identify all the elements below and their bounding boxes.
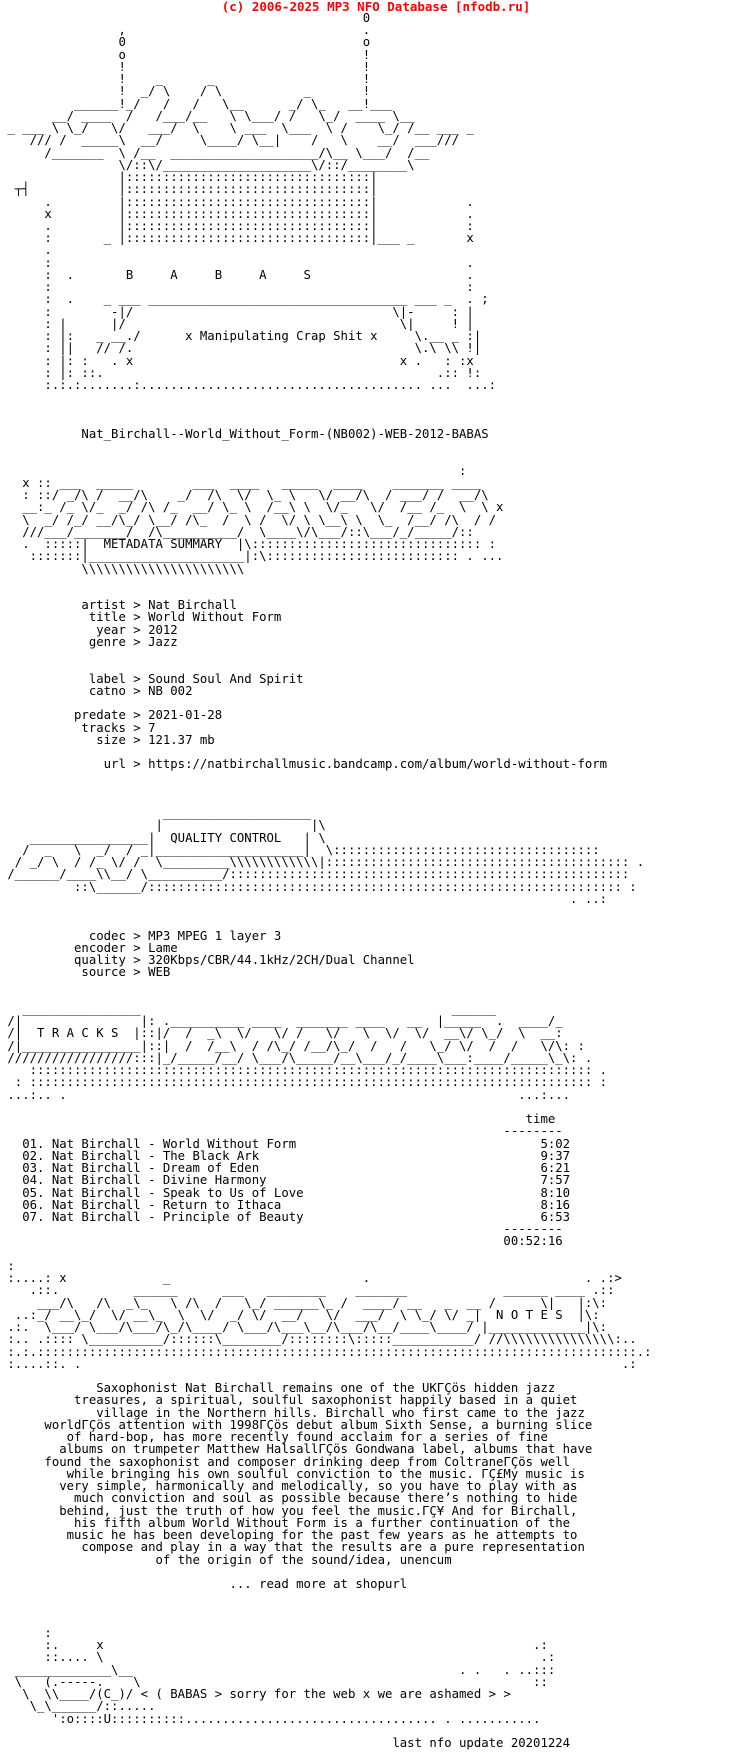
nfo-line: behind, just the truth of how you feel the music.ΓÇ¥ And for Birchall, — [0, 1503, 578, 1518]
nfo-line: \ _/ /_/ __/\_/ \__/ /\_ / \ / \/ \ \__\ \ \_ /__/ /\ / / — [0, 512, 497, 527]
nfo-line: | |\ — [0, 818, 326, 833]
nfo-line: music he has been developing for the past few years as he attempts to — [0, 1528, 578, 1543]
nfo-line: of the origin of the sound/idea, unencum — [0, 1552, 452, 1567]
nfo-line: |:::::::::::::::::::::::::::::::::| — [0, 170, 378, 185]
nfo-line: /______/____\\__/ \__________/:::::::::::::::::::::::::::::::::::::::::::::::::::::: — [0, 867, 637, 882]
nfo-line: year > 2012 — [0, 622, 178, 637]
nfo-line: /|________________|::| / /__\ / /\_/ /__/\_/ / / \_/ \/ / / \/\: : — [0, 1038, 585, 1053]
nfo-line: : . _ ___ ___________________________________ ___ _ . ; — [0, 292, 489, 307]
nfo-line: \/::\/____________________\/::/________\ — [0, 157, 415, 172]
nfo-line: 0 o — [0, 35, 371, 50]
nfo-line: : |: ::. .:: !: — [0, 365, 482, 380]
nfo-line: 02. Nat Birchall - The Black Ark 9:37 — [0, 1148, 571, 1163]
nfo-line: : . B A B A S . — [0, 267, 474, 282]
nfo-line — [0, 648, 752, 660]
nfo-line: / _/ \ / /_ \/ / \_________\\\\\\\\\\\\|::::::::::::::::::::::::::::::::::::::::: . — [0, 855, 645, 870]
nfo-line: / _ \ _/ / _|____________________| \:::::::::::::::::::::::::::::::::::: — [0, 842, 600, 857]
nfo-line: label > Sound Soul And Spirit — [0, 671, 304, 686]
nfo-line — [0, 660, 752, 672]
nfo-line — [0, 783, 752, 795]
nfo-line: :. x .: — [0, 1638, 548, 1653]
nfo-line: : ::/ _/\ / __/\ _/ /\ \/ \_ \ \/ __/\ / ___/ / __/\ — [0, 488, 489, 503]
nfo-line: last nfo update 20201224 — [0, 1736, 571, 1751]
nfo-line: -------- — [0, 1124, 563, 1139]
nfo-line: codec > MP3 MPEG 1 layer 3 — [0, 928, 282, 943]
nfo-line: : : — [0, 280, 474, 295]
nfo-line: /////////////////:::|_/_____/__/ \___/\_____/__\___/_/____\___:____/_____\_\: . — [0, 1050, 593, 1065]
nfo-line: : — [0, 1625, 52, 1640]
nfo-line: . |:::::::::::::::::::::::::::::::::| : — [0, 218, 474, 233]
nfo-line: . — [0, 243, 52, 258]
nfo-line: ______!_/ / / \__ _/ \_ __!___ — [0, 96, 393, 111]
nfo-line: , . — [0, 23, 371, 38]
nfo-line: ________________| QUALITY CONTROL | \ — [0, 830, 326, 845]
nfo-line: his fifth album World Without Form is a further continuation of the — [0, 1515, 571, 1530]
nfo-line: compose and play in a way that the results are a pure representation — [0, 1540, 585, 1555]
nfo-line: /| |: .__________ ____ _______ ____ __ |_____ . ____/_ — [0, 1014, 563, 1029]
nfo-line: ::.... \ .: — [0, 1650, 556, 1665]
nfo-line: : . — [0, 255, 474, 270]
nfo-line: _____________\__ . . . ..::: — [0, 1662, 556, 1677]
nfo-line: \ (.-----. \ :: — [0, 1674, 548, 1689]
nfo-line: : — [0, 1258, 15, 1273]
nfo-line: .:. \___/ \___/\___/\_/\____/ \___/\___\__/\___/\__/____\____/ |_____________|\: — [0, 1320, 608, 1335]
nfo-line — [0, 979, 752, 991]
nfo-line: genre > Jazz — [0, 634, 178, 649]
nfo-line: x :: ___ _____ ___ ____ _____ ____ _______ ____ — [0, 475, 489, 490]
nfo-line — [0, 1602, 752, 1614]
nfo-line: __:_ /_ \/_ _/ /\ /_ __/ \_ \ /__\ \ \/_ \/ /__ /_ \ \ x — [0, 500, 504, 515]
nfo-line: ! _/ \ / \ _ ! — [0, 84, 371, 99]
nfo-line — [0, 404, 752, 416]
nfo-line: :::::::|_____________________|:\:::::::::::::::::::::::::: . ... — [0, 549, 504, 564]
nfo-line — [0, 905, 752, 917]
nfo-line: \_\______/::..... — [0, 1699, 156, 1714]
nfo-line: village in the Northern hills. Birchall who first came to the jazz — [0, 1405, 585, 1420]
nfo-line: ____________________ — [0, 806, 311, 821]
nfo-line — [0, 575, 752, 587]
nfo-line: catno > NB 002 — [0, 683, 193, 698]
nfo-line: worldΓÇös attention with 1998ΓÇös debut album Sixth Sense, a burning slice — [0, 1417, 593, 1432]
nfo-line: while bringing his own soulful conviction to the music. ΓÇ£My music is — [0, 1466, 585, 1481]
nfo-line: \\\\\\\\\\\\\\\\\\\\\\ — [0, 561, 245, 576]
nfo-line: very simple, harmonically and melodically, so you have to play with as — [0, 1479, 578, 1494]
nfo-line: ! ! — [0, 59, 371, 74]
nfo-line: quality > 320Kbps/CBR/44.1kHz/2CH/Dual Channel — [0, 953, 415, 968]
nfo-line: /| T R A C K S |::|/ / _\ \/ \/ / \/ \ \/ \/ __\/ \_/ \ __: — [0, 1026, 563, 1041]
nfo-line: : — [0, 463, 467, 478]
nfo-line: o ! — [0, 47, 371, 62]
nfo-line: :.:.:.......:...................................... ... ...: — [0, 378, 497, 393]
nfo-line: : || // /. \.\ \\ !| — [0, 341, 482, 356]
nfo-line — [0, 391, 752, 403]
nfo-line: : |: : . x x . : :x — [0, 353, 474, 368]
nfo-line: of hard-bop, has more recently found acclaim for a series of fine — [0, 1430, 548, 1445]
nfo-line: 05. Nat Birchall - Speak to Us of Love 8:10 — [0, 1185, 571, 1200]
nfo-line: found the saxophonist and composer drinking deep from ColtraneΓÇös well — [0, 1454, 571, 1469]
nfo-line: x |:::::::::::::::::::::::::::::::::| . — [0, 206, 474, 221]
nfo-line: much conviction and soul as possible because there’s nothing to hide — [0, 1491, 578, 1506]
nfo-line — [0, 771, 752, 783]
nfo-line: ___/\ /\ _\_ \ /\ / \_/ ______\_ / ____/ __ _ __ / \| |:\: — [0, 1295, 608, 1310]
nfo-line: ::\______/:::::::::::::::::::::::::::::::::::::::::::::::::::::::::::::::: : — [0, 879, 637, 894]
nfo-line: ________________ ______ — [0, 1001, 497, 1016]
nfo-line: : _ |:::::::::::::::::::::::::::::::::|___ _ x — [0, 231, 474, 246]
nfo-line: :....: x _ . . .:> — [0, 1271, 622, 1286]
nfo-line: 01. Nat Birchall - World Without Form 5:02 — [0, 1136, 571, 1151]
nfo-line: albums on trumpeter Matthew HalsallΓÇös Gondwana label, albums that have — [0, 1442, 593, 1457]
nfo-line: encoder > Lame — [0, 940, 178, 955]
nfo-line: :.:.:::::::::::::::::::::::::::::::::::::::::::::::::::::::::::::::::::::::::::::::::.: — [0, 1344, 652, 1359]
nfo-line: __/ ____ / /___/__ \ \___/ / \_/ ____ \__ — [0, 108, 415, 123]
nfo-line: artist > Nat Birchall — [0, 598, 237, 613]
nfo-line — [0, 1590, 752, 1602]
nfo-line: title > World Without Form — [0, 610, 282, 625]
nfo-line: .::. ______ ___ ________ _______ ______ ____ .:: — [0, 1283, 615, 1298]
nfo-line: ':o::::U::::::::::.................................. . ........... — [0, 1711, 541, 1726]
nfo-line: _ ___ \ \_/ \/ ___/ \ \ ___ \___ \ / \_/ /__ ___ _ — [0, 121, 474, 136]
nfo-line: 00:52:16 — [0, 1234, 563, 1249]
nfo-line: ! _ _ ! — [0, 72, 371, 87]
nfo-line: : | |/ \| ! | — [0, 316, 474, 331]
nfo-line: . |:::::::::::::::::::::::::::::::::| . — [0, 194, 474, 209]
nfo-line: ...:.. . ...:... — [0, 1087, 571, 1102]
nfo-line: Nat_Birchall--World_Without_Form-(NB002)-WEB-2012-BABAS — [0, 426, 489, 441]
nfo-line: Saxophonist Nat Birchall remains one of the UKΓÇös hidden jazz — [0, 1381, 556, 1396]
nfo-line — [0, 917, 752, 929]
nfo-line: tracks > 7 — [0, 720, 156, 735]
nfo-line: :....::. . .: — [0, 1356, 637, 1371]
nfo-text-body — [0, 12, 752, 1749]
nfo-line: \ \\____/(C_)/ < ( BABAS > sorry for the web x we are ashamed > > — [0, 1687, 511, 1702]
nfo-line: ..:_/ __\_/ \/ __\_ \ \/ _/ \/ __/ \/ ___/ \ \_/ \/ _| N O T E S |\: — [0, 1307, 600, 1322]
nfo-line: time — [0, 1112, 556, 1127]
nfo-line: ... read more at shopurl — [0, 1577, 408, 1591]
nfo-line: predate > 2021-01-28 — [0, 708, 223, 723]
nfo-line: /// / _____\ __/ \____/ \__| / \ __/ ___/// — [0, 133, 460, 148]
nfo-line — [0, 452, 752, 464]
nfo-line: . :::::| METADATA SUMMARY |\::::::::::::::::::::::::::::::: : — [0, 537, 497, 552]
nfo-line — [0, 1248, 752, 1260]
nfo-line: treasures, a spiritual, soulful saxophonist happily based in a quiet — [0, 1393, 578, 1408]
nfo-line — [0, 440, 752, 452]
nfo-line: . ..: — [0, 891, 608, 906]
nfo-line: :.. .:::: \__________/::::::\________/::::::::\:::::___________/ //\\\\\\\\\\\\\\\:.. — [0, 1332, 637, 1347]
nfo-line: : :::::::::::::::::::::::::::::::::::::::::::::::::::::::::::::::::::::::::::: : — [0, 1075, 608, 1090]
nfo-line: ///___/_______/ /\__________/ \____\/\___/::\___/_/_____/:: — [0, 524, 474, 539]
page-header-title: (c) 2006-2025 MP3 NFO Database [nfodb.ru] — [221, 0, 531, 14]
nfo-line: 04. Nat Birchall - Divine Harmony 7:57 — [0, 1173, 571, 1188]
nfo-line: 07. Nat Birchall - Principle of Beauty 6:53 — [0, 1209, 571, 1224]
nfo-line: url > https://natbirchallmusic.bandcamp.com/album/world-without-form — [0, 757, 608, 772]
nfo-line: ┬┤ |:::::::::::::::::::::::::::::::::| — [0, 182, 378, 197]
nfo-line — [0, 1615, 752, 1627]
nfo-line: source > WEB — [0, 965, 171, 980]
nfo-line: /_______ \ /__ ____________________/\__ \___/ /__ — [0, 145, 430, 160]
nfo-line: 06. Nat Birchall - Return to Ithaca 8:16 — [0, 1197, 571, 1212]
nfo-line: -------- — [0, 1222, 563, 1237]
nfo-line: : -|/ \|- : | — [0, 304, 474, 319]
nfo-line: 03. Nat Birchall - Dream of Eden 6:21 — [0, 1161, 571, 1176]
nfo-line: size > 121.37 mb — [0, 732, 215, 747]
nfo-line: : |: _ __./ x Manipulating Crap Shit x \.__ _ :| — [0, 329, 482, 344]
nfo-line: :::::::::::::::::::::::::::::::::::::::::::::::::::::::::::::::::::::::::::: . — [0, 1063, 608, 1078]
nfo-line: 0 — [0, 11, 371, 25]
